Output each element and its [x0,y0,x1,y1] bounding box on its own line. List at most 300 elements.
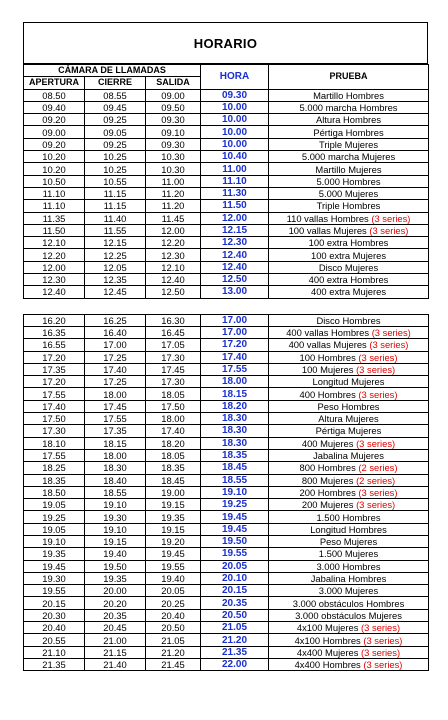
table-row [24,548,429,560]
header-row-top [24,65,429,77]
event-name: 5.000 marcha Mujeres [301,151,396,163]
hora-cell: 18.00 [201,376,269,388]
salida-cell: 12.10 [146,261,201,273]
cierre-cell: 20.00 [85,585,146,597]
prueba-cell [269,212,429,224]
hora-cell: 11.10 [201,175,269,187]
prueba-cell [269,286,429,298]
apertura-cell: 12.40 [24,286,85,298]
cierre-cell: 19.30 [85,511,146,523]
prueba-cell [269,585,429,597]
event-name: 3.000 Hombres [316,560,381,572]
prueba-cell [269,486,429,498]
cierre-cell: 18.00 [85,388,146,400]
event-name: 400 Mujeres [301,437,354,449]
cierre-cell: 17.40 [85,363,146,375]
prueba-cell [269,224,429,236]
salida-cell: 18.00 [146,413,201,425]
table-row [24,413,429,425]
table-row [24,314,429,326]
salida-cell: 19.15 [146,523,201,535]
salida-cell: 18.35 [146,462,201,474]
apertura-cell: 19.55 [24,585,85,597]
hora-cell: 17.00 [201,326,269,338]
cierre-cell: 18.30 [85,462,146,474]
hora-cell: 19.10 [201,486,269,498]
hora-cell: 19.50 [201,535,269,547]
salida-cell: 09.10 [146,126,201,138]
hora-cell: 18.20 [201,400,269,412]
prueba-cell [269,499,429,511]
apertura-cell: 09.20 [24,114,85,126]
table-row [24,474,429,486]
prueba-cell [269,138,429,150]
apertura-cell: 19.05 [24,523,85,535]
apertura-cell: 18.50 [24,486,85,498]
event-name: 100 extra Mujeres [310,249,387,261]
apertura-cell: 19.10 [24,535,85,547]
apertura-cell: 16.35 [24,326,85,338]
prueba-cell [269,314,429,326]
table-row [24,101,429,113]
hora-cell: 18.55 [201,474,269,486]
schedule-table-afternoon [23,314,429,672]
salida-cell: 09.30 [146,138,201,150]
cierre-cell: 20.45 [85,622,146,634]
prueba-cell [269,249,429,261]
hora-cell: 17.40 [201,351,269,363]
table-row [24,535,429,547]
prueba-cell [269,326,429,338]
event-name: Disco Hombres [316,314,381,326]
cierre-cell: 17.35 [85,425,146,437]
event-name: 5.000 Hombres [316,175,381,187]
table-row [24,351,429,363]
event-name: 4x400 Mujeres [296,646,359,658]
hora-cell: 12.40 [201,261,269,273]
table-row [24,175,429,187]
apertura-cell: 17.50 [24,413,85,425]
salida-cell: 21.05 [146,634,201,646]
apertura-cell: 21.35 [24,658,85,670]
table-row [24,138,429,150]
event-name: 100 Mujeres [301,363,354,375]
cierre-cell: 19.35 [85,572,146,584]
apertura-cell: 21.10 [24,646,85,658]
prueba-cell [269,151,429,163]
cierre-cell: 16.25 [85,314,146,326]
cierre-cell: 10.25 [85,151,146,163]
salida-cell: 16.30 [146,314,201,326]
event-name: 100 Hombres [299,351,356,363]
series-note: (3 series) [369,339,409,351]
cierre-cell: 09.45 [85,101,146,113]
table-row [24,634,429,646]
table-row [24,511,429,523]
table-row [24,658,429,670]
hora-cell: 18.15 [201,388,269,400]
table-row [24,597,429,609]
prueba-cell [269,126,429,138]
section-gap [23,299,428,314]
hora-cell: 21.20 [201,634,269,646]
schedule-sheet [23,22,428,671]
hora-cell: 11.50 [201,200,269,212]
prueba-cell [269,237,429,249]
salida-cell: 10.30 [146,163,201,175]
hora-cell: 11.30 [201,187,269,199]
table-row [24,400,429,412]
prueba-cell [269,548,429,560]
event-name: 110 vallas Hombres [286,212,369,224]
salida-cell: 19.40 [146,572,201,584]
event-name: 400 extra Mujeres [310,286,387,298]
series-note: (3 series) [363,659,403,671]
apertura-cell: 12.30 [24,274,85,286]
event-name: Peso Hombres [317,400,380,412]
hora-cell: 13.00 [201,286,269,298]
apertura-cell: 11.35 [24,212,85,224]
cierre-cell: 12.35 [85,274,146,286]
table-row [24,499,429,511]
event-name: 100 vallas Mujeres [288,225,367,236]
prueba-cell [269,114,429,126]
apertura-header: APERTURA [24,77,85,89]
table-row [24,449,429,461]
apertura-cell: 18.10 [24,437,85,449]
cierre-cell: 17.25 [85,351,146,363]
event-name: Peso Mujeres [319,536,378,548]
salida-cell: 18.05 [146,388,201,400]
apertura-cell: 09.40 [24,101,85,113]
salida-cell: 17.50 [146,400,201,412]
table-row [24,560,429,572]
apertura-cell: 19.05 [24,499,85,511]
cierre-cell: 17.55 [85,413,146,425]
event-name: Pértiga Mujeres [315,425,382,437]
hora-header: HORA [201,65,269,90]
salida-cell: 17.05 [146,339,201,351]
hora-cell: 12.50 [201,274,269,286]
hora-cell: 18.30 [201,413,269,425]
apertura-cell: 11.10 [24,200,85,212]
event-name: 200 Hombres [299,486,356,498]
apertura-cell: 17.35 [24,363,85,375]
event-name: 4x100 Mujeres [296,622,359,634]
event-name: Altura Hombres [315,114,382,126]
salida-cell: 20.40 [146,609,201,621]
salida-cell: 12.40 [146,274,201,286]
apertura-cell: 19.30 [24,572,85,584]
salida-cell: 21.45 [146,658,201,670]
prueba-cell [269,560,429,572]
prueba-cell [269,175,429,187]
series-note: (3 series) [363,634,403,646]
page-title: HORARIO [193,35,258,51]
hora-cell: 18.30 [201,437,269,449]
apertura-cell: 08.50 [24,89,85,101]
prueba-cell [269,351,429,363]
prueba-cell [269,572,429,584]
event-name: 400 vallas Mujeres [288,339,367,351]
apertura-cell: 10.20 [24,163,85,175]
salida-cell: 12.50 [146,286,201,298]
cierre-cell: 12.25 [85,249,146,261]
cierre-cell: 09.25 [85,138,146,150]
cierre-cell: 18.15 [85,437,146,449]
event-name: 5.000 marcha Hombres [299,102,398,114]
cierre-cell: 11.40 [85,212,146,224]
prueba-cell [269,449,429,461]
prueba-cell [269,400,429,412]
morning-rows [24,89,429,298]
prueba-cell [269,535,429,547]
table-row [24,523,429,535]
table-row [24,274,429,286]
table-row [24,89,429,101]
table-row [24,151,429,163]
table-row [24,212,429,224]
event-name: 3.000 Mujeres [318,585,379,597]
table-row [24,486,429,498]
event-name: Triple Hombres [316,200,381,212]
title-box [23,22,428,64]
cierre-cell: 11.15 [85,200,146,212]
prueba-cell [269,339,429,351]
hora-cell: 19.25 [201,499,269,511]
series-note: (3 series) [361,646,401,658]
salida-cell: 11.20 [146,200,201,212]
series-note: (3 series) [356,363,396,375]
salida-cell: 12.20 [146,237,201,249]
table-row [24,187,429,199]
apertura-cell: 19.45 [24,560,85,572]
cierre-cell: 12.05 [85,261,146,273]
hora-cell: 19.45 [201,523,269,535]
cierre-cell: 10.55 [85,175,146,187]
prueba-cell [269,274,429,286]
cierre-cell: 19.50 [85,560,146,572]
series-note: (2 series) [358,462,398,474]
table-row [24,224,429,236]
salida-cell: 11.20 [146,187,201,199]
prueba-cell [269,261,429,273]
salida-cell: 09.30 [146,114,201,126]
cierre-cell: 21.40 [85,658,146,670]
prueba-cell [269,89,429,101]
apertura-cell: 10.20 [24,151,85,163]
table-row [24,646,429,658]
apertura-cell: 12.00 [24,261,85,273]
cierre-cell: 17.25 [85,376,146,388]
event-name: Disco Mujeres [318,261,379,273]
apertura-cell: 11.50 [24,224,85,236]
series-note: (3 series) [358,388,398,400]
prueba-cell [269,163,429,175]
hora-cell: 09.30 [201,89,269,101]
salida-cell: 17.30 [146,351,201,363]
prueba-cell [269,511,429,523]
apertura-cell: 17.20 [24,376,85,388]
event-name: 4x400 Hombres [294,659,361,671]
hora-cell: 21.35 [201,646,269,658]
event-name: 200 Mujeres [301,499,354,511]
cierre-cell: 08.55 [85,89,146,101]
event-name: 3.000 obstáculos Hombres [292,597,405,609]
afternoon-rows [24,314,429,671]
series-note: (3 series) [371,327,411,339]
event-name: 1.500 Hombres [316,511,381,523]
cierre-cell: 21.15 [85,646,146,658]
series-note: (3 series) [356,437,396,449]
hora-cell: 18.45 [201,462,269,474]
prueba-cell [269,474,429,486]
hora-cell: 12.30 [201,237,269,249]
table-row [24,609,429,621]
hora-cell: 21.05 [201,622,269,634]
hora-cell: 10.00 [201,138,269,150]
salida-cell: 19.55 [146,560,201,572]
cierre-cell: 17.45 [85,400,146,412]
cierre-cell: 18.55 [85,486,146,498]
prueba-cell [269,597,429,609]
table-row [24,585,429,597]
salida-cell: 10.30 [146,151,201,163]
prueba-cell [269,622,429,634]
prueba-cell [269,363,429,375]
event-name: 5.000 Mujeres [318,188,379,200]
apertura-cell: 16.55 [24,339,85,351]
event-name: 400 extra Hombres [308,274,389,286]
event-name: 3.000 obstáculos Mujeres [295,609,402,621]
hora-cell: 20.10 [201,572,269,584]
series-note: (3 series) [356,499,396,511]
cierre-cell: 09.05 [85,126,146,138]
salida-cell: 21.20 [146,646,201,658]
event-name: 400 vallas Hombres [286,327,370,339]
prueba-cell [269,634,429,646]
cierre-cell: 20.20 [85,597,146,609]
event-name: Jabalina Hombres [310,573,387,585]
prueba-cell [269,437,429,449]
cierre-cell: 19.10 [85,499,146,511]
hora-cell: 17.55 [201,363,269,375]
apertura-cell: 10.50 [24,175,85,187]
prueba-cell [269,376,429,388]
hora-cell: 19.45 [201,511,269,523]
hora-cell: 20.50 [201,609,269,621]
event-name: Pértiga Hombres [313,126,384,138]
hora-cell: 12.40 [201,249,269,261]
hora-cell: 12.00 [201,212,269,224]
salida-cell: 16.45 [146,326,201,338]
hora-cell: 19.55 [201,548,269,560]
series-note: (3 series) [369,225,409,236]
salida-cell: 19.45 [146,548,201,560]
cierre-cell: 18.00 [85,449,146,461]
prueba-cell [269,646,429,658]
series-note: (2 series) [356,474,396,486]
event-name: 800 Hombres [299,462,356,474]
series-note: (3 series) [358,351,398,363]
salida-cell: 12.00 [146,224,201,236]
table-row [24,462,429,474]
apertura-cell: 11.10 [24,187,85,199]
apertura-cell: 12.20 [24,249,85,261]
prueba-cell [269,101,429,113]
series-note: (3 series) [361,622,401,634]
event-name: Martillo Mujeres [315,163,382,175]
table-row [24,425,429,437]
apertura-cell: 17.55 [24,388,85,400]
prueba-cell [269,462,429,474]
cierre-cell: 12.45 [85,286,146,298]
hora-cell: 18.35 [201,449,269,461]
salida-cell: 19.20 [146,535,201,547]
apertura-cell: 17.30 [24,425,85,437]
salida-cell: 18.05 [146,449,201,461]
event-name: 100 extra Hombres [308,237,389,249]
table-row [24,376,429,388]
prueba-cell [269,200,429,212]
cierre-cell: 19.15 [85,535,146,547]
salida-cell: 17.45 [146,363,201,375]
hora-cell: 17.00 [201,314,269,326]
apertura-cell: 12.10 [24,237,85,249]
hora-cell: 10.00 [201,101,269,113]
hora-cell: 22.00 [201,658,269,670]
apertura-cell: 20.55 [24,634,85,646]
prueba-cell [269,413,429,425]
prueba-cell [269,187,429,199]
schedule-table-morning [23,64,429,299]
apertura-cell: 17.55 [24,449,85,461]
apertura-cell: 19.25 [24,511,85,523]
table-row [24,200,429,212]
salida-cell: 17.30 [146,376,201,388]
hora-cell: 20.35 [201,597,269,609]
series-note: (3 series) [371,212,411,224]
table-row [24,249,429,261]
prueba-cell [269,658,429,670]
salida-cell: 20.25 [146,597,201,609]
cierre-cell: 11.55 [85,224,146,236]
salida-cell: 09.50 [146,101,201,113]
event-name: Martillo Hombres [313,89,384,101]
salida-cell: 18.45 [146,474,201,486]
cierre-cell: 17.00 [85,339,146,351]
cierre-cell: 09.25 [85,114,146,126]
table-row [24,237,429,249]
apertura-cell: 17.40 [24,400,85,412]
table-row [24,326,429,338]
apertura-cell: 20.15 [24,597,85,609]
apertura-cell: 18.25 [24,462,85,474]
salida-header: SALIDA [146,77,201,89]
hora-cell: 10.00 [201,114,269,126]
event-name: Triple Mujeres [318,138,379,150]
cierre-cell: 19.10 [85,523,146,535]
apertura-cell: 20.30 [24,609,85,621]
apertura-cell: 20.40 [24,622,85,634]
table-row [24,388,429,400]
hora-cell: 10.00 [201,126,269,138]
table-row [24,339,429,351]
apertura-cell: 16.20 [24,314,85,326]
cierre-cell: 18.40 [85,474,146,486]
apertura-cell: 09.00 [24,126,85,138]
table-row [24,286,429,298]
